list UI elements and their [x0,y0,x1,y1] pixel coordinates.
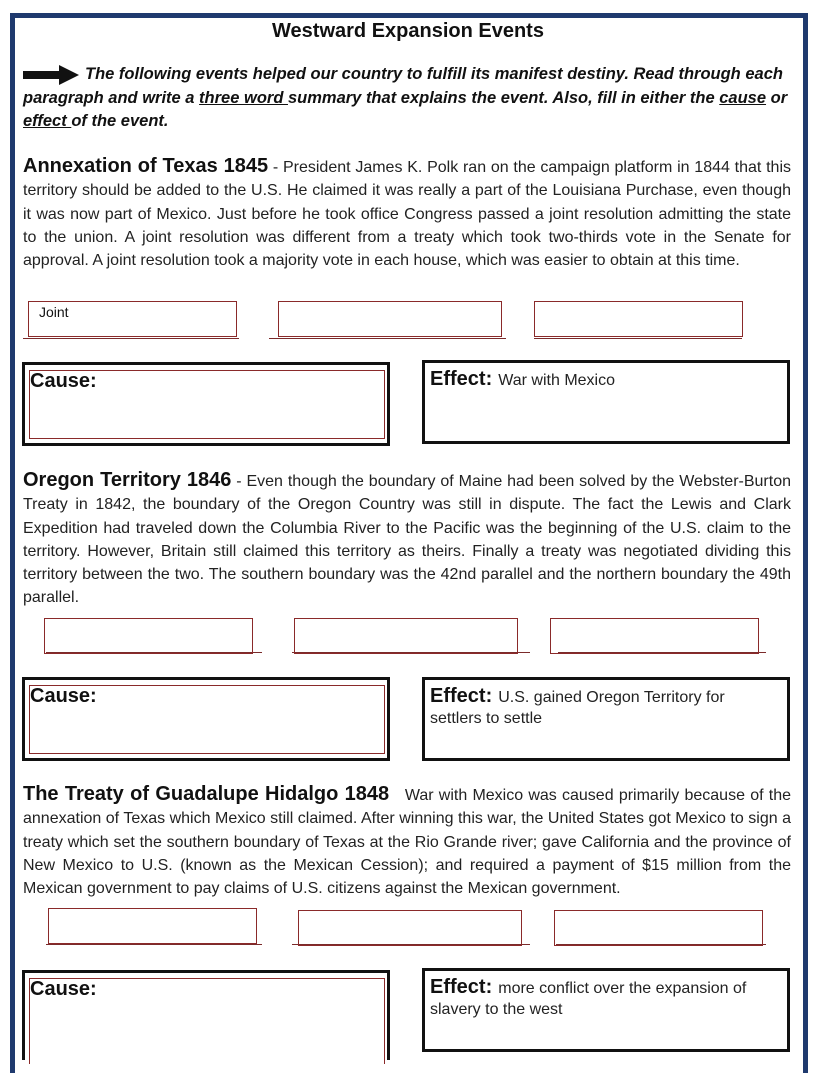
summary-underline [23,338,239,339]
effect-value: War with Mexico [498,372,615,389]
summary-word-2-field[interactable] [294,618,518,654]
instructions-effect: effect [23,112,72,130]
instructions-text-1: The following events helped our country to fulfill its manifest destiny. Read through each paragraph and write a [23,65,783,107]
summary-word-1-field[interactable] [44,618,253,654]
summary-word-1-field[interactable] [48,908,257,944]
page-title: Westward Expansion Events [272,20,544,42]
section-heading: Oregon Territory 1846 [23,469,232,491]
section-texas-paragraph [23,155,791,272]
section-body: President James K. Polk ran on the campaign platform in 1844 that this territory should be added to the U.S. He claimed it was really a part of the Louisiana Purchase, even though it was now part of Mexico. Just before he took office Congress passed a joint resolution admitting the state to the union. A joint resolution was different from a treaty which took two-thirds vote in the Senate for approval. A joint resolution took a majority vote in each house, which was easier to obtain at this time. [23,159,792,270]
section-body: War with Mexico was caused primarily because of the annexation of Texas which Mexico still claimed. After winning this war, the United States got Mexico to sign a treaty which set the southern boundary of Texas at the Rio Grande river; gave California and the province of New Mexico to U.S. (known as the Mexican Cession); and required a payment of $15 million from the Mexican government to pay claims of U.S. citizens against the Mexican government. [23,787,791,898]
summary-underline [269,338,506,339]
cause-label: Cause: [30,978,97,1000]
cause-label: Cause: [30,685,97,707]
effect-value: more conflict over the expansion of slavery to the west [430,980,747,1018]
cause-box[interactable] [22,970,390,1060]
instructions-or: or [766,88,788,107]
section-heading: The Treaty of Guadalupe Hidalgo 1848 [23,783,390,805]
effect-label: Effect: [430,368,493,390]
arrow-right-icon [23,65,79,85]
cause-box[interactable] [22,362,390,446]
instructions-text-2: summary that explains the event. Also, fill in either the [287,88,720,107]
summary-word-1-field[interactable]: Joint [28,301,237,337]
summary-underline [534,338,742,339]
section-oregon-paragraph [23,469,791,610]
instructions-three-word: three word [199,88,288,107]
section-body: Even though the boundary of Maine had been solved by the Webster-Burton Treaty in 1842, the boundary of the Oregon Country was still in dispute. The fact the Lewis and Clark Expedition had traveled down the Columbia River to the Pacific was the beginning of the U.S. claim to the territory. However, Britain still claimed this territory as theirs. Finally a treaty was negotiated dividing this territory between the two. The southern boundary was the 42nd parallel and the northern boundary the 49th parallel. [23,473,791,607]
effect-label: Effect: [430,685,493,707]
section-heading: Annexation of Texas 1845 [23,155,269,177]
cause-box[interactable] [22,677,390,761]
summary-word-3-field[interactable] [550,618,759,654]
summary-word-3-field[interactable] [554,910,763,946]
summary-word-2-field[interactable] [278,301,502,337]
summary-word-2-field[interactable] [298,910,522,946]
effect-box[interactable] [422,677,790,761]
effect-box[interactable] [422,968,790,1052]
effect-box[interactable] [422,360,790,444]
effect-label: Effect: [430,976,493,998]
summary-word-3-field[interactable] [534,301,743,337]
heading-dash: - [268,159,283,176]
cause-label: Cause: [30,370,97,392]
heading-dash: - [231,473,247,490]
summary-underline [46,944,262,945]
section-guadalupe-paragraph [23,783,791,900]
effect-value: U.S. gained Oregon Territory for settlers to settle [430,689,725,727]
instructions-cause: cause [719,88,767,107]
instructions-text-3: of the event. [71,112,169,130]
heading-dash [389,787,405,804]
instructions [23,63,793,134]
